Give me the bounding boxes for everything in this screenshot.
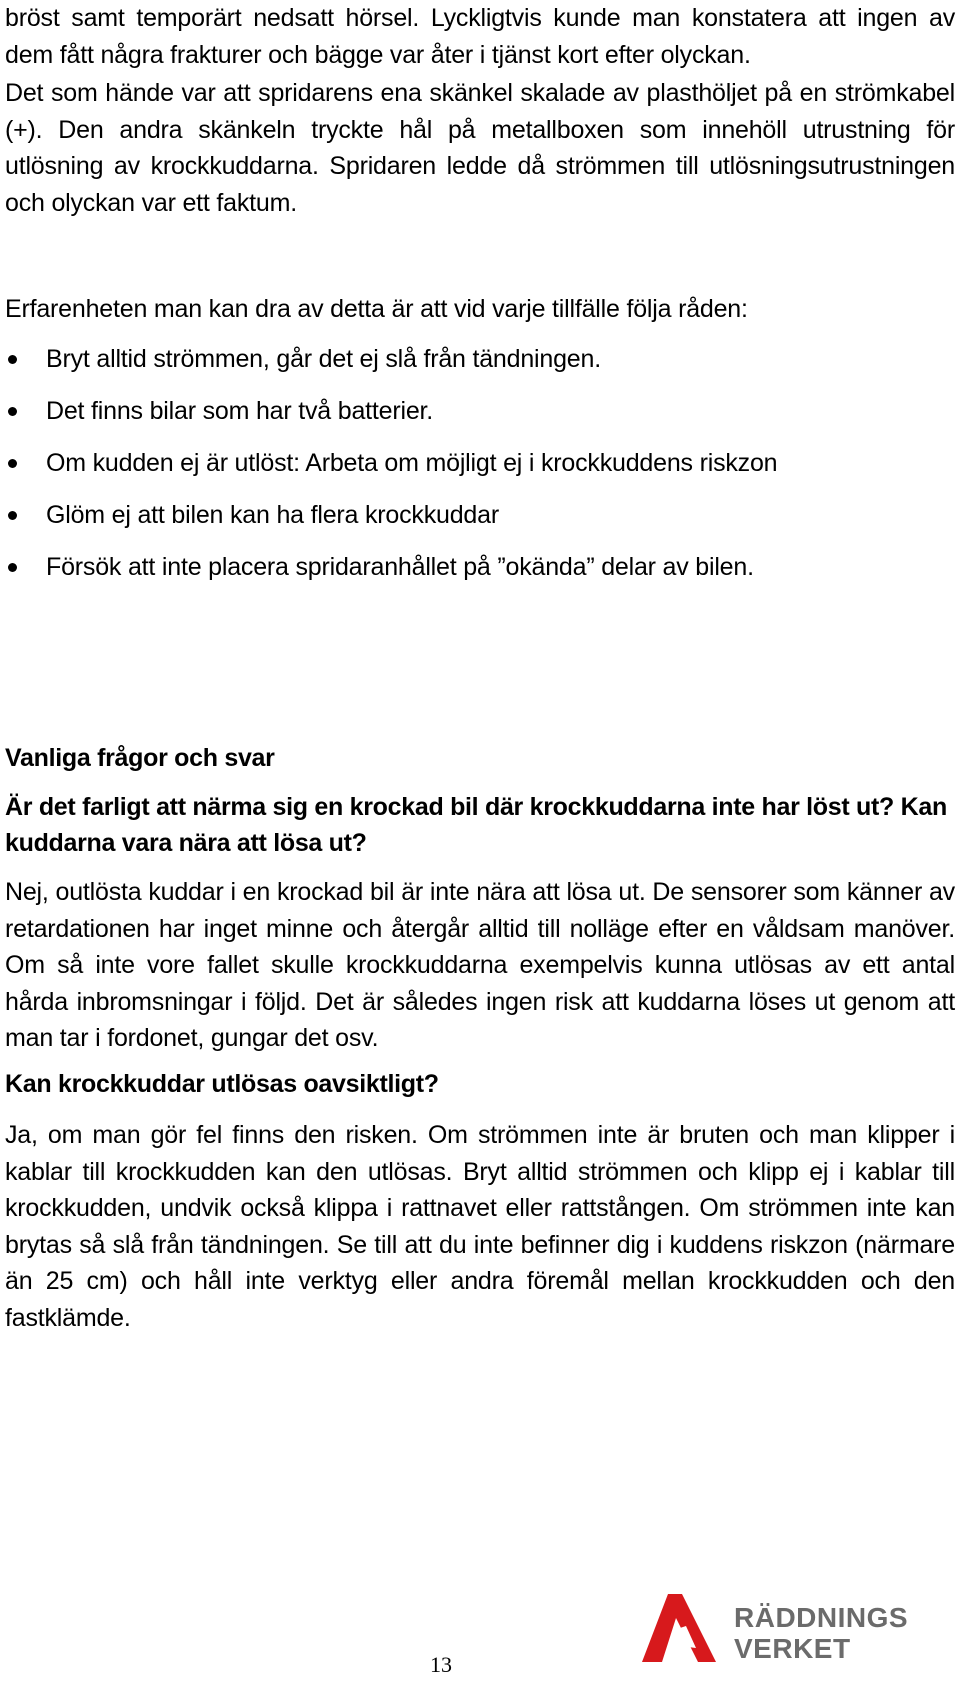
bullet-icon — [8, 511, 17, 520]
advice-item — [5, 393, 955, 429]
advice-item — [5, 445, 955, 481]
raddningsverket-logo-icon — [634, 1586, 724, 1666]
faq-question-2: Kan krockkuddar utlösas oavsiktligt? — [5, 1070, 439, 1098]
page-number: 13 — [430, 1652, 452, 1677]
intro-paragraph-1: bröst samt temporärt nedsatt hörsel. Lyckligtvis kunde man konstatera att ingen av dem fått några frakturer och bägge var åter i tjänst kort efter olyckan. — [5, 4, 955, 69]
advice-item-text: Bryt alltid strömmen, går det ej slå från tändningen. — [46, 345, 601, 373]
logo-wordmark-line-1: RÄDDNINGS — [734, 1602, 909, 1633]
bullet-icon — [8, 459, 17, 468]
advice-list — [5, 341, 955, 585]
advice-item-text: Försök att inte placera spridaranhållet på ”okända” delar av bilen. — [46, 553, 754, 581]
faq-answer-1: Nej, outlösta kuddar i en krockad bil är inte nära att lösa ut. De sensorer som känner av retardationen har inget minne och återgår alltid till nolläge efter en våldsam manöver. Om så inte vore fallet skulle krockkuddarna exempelvis kunna utlösas av ett antal hårda inbromsningar i följd. Det är således ingen risk att kuddarna löses ut genom att man tar i fordonet, gungar det osv. — [5, 878, 955, 1052]
bullet-icon — [8, 355, 17, 364]
intro-paragraph-2: Det som hände var att spridarens ena skänkel skalade av plasthöljet på en strömkabel (+). Den andra skänkeln tryckte hål på metallboxen som innehöll utrustning för utlösning av krockkuddarna. Spridaren ledde då strömmen till utlösningsutrustningen och olyckan var ett faktum. — [5, 79, 955, 217]
logo-wordmark — [734, 1602, 908, 1664]
advice-item — [5, 341, 955, 377]
advice-item-text: Glöm ej att bilen kan ha flera krockkuddar — [46, 501, 499, 529]
advice-lead: Erfarenheten man kan dra av detta är att vid varje tillfälle följa råden: — [5, 295, 748, 323]
raddningsverket-logo — [634, 1586, 934, 1666]
faq-title: Vanliga frågor och svar — [5, 744, 275, 772]
faq-answer-2: Ja, om man gör fel finns den risken. Om strömmen inte är bruten och man klipper i kablar till krockkudden kan den utlösas. Bryt alltid strömmen och klipp ej i kablar till krockkudden, undvik också klippa i rattnavet eller rattstången. Om strömmen inte kan brytas så slå från tändningen. Se till att du inte befinner dig i kuddens riskzon (närmare än 25 cm) och håll inte verktyg eller andra föremål mellan krockkudden och den fastklämde. — [5, 1121, 955, 1332]
logo-wordmark-line-2: VERKET — [734, 1633, 851, 1664]
advice-item-text: Det finns bilar som har två batterier. — [46, 397, 434, 425]
faq-question-1: Är det farligt att närma sig en krockad bil där krockkuddarna inte har löst ut? Kan kuddarna vara nära att lösa ut? — [5, 793, 947, 857]
advice-item-text: Om kudden ej är utlöst: Arbeta om möjligt ej i krockkuddens riskzon — [46, 449, 778, 477]
bullet-icon — [8, 407, 17, 416]
advice-item — [5, 497, 955, 533]
bullet-icon — [8, 563, 17, 572]
advice-item — [5, 549, 955, 585]
